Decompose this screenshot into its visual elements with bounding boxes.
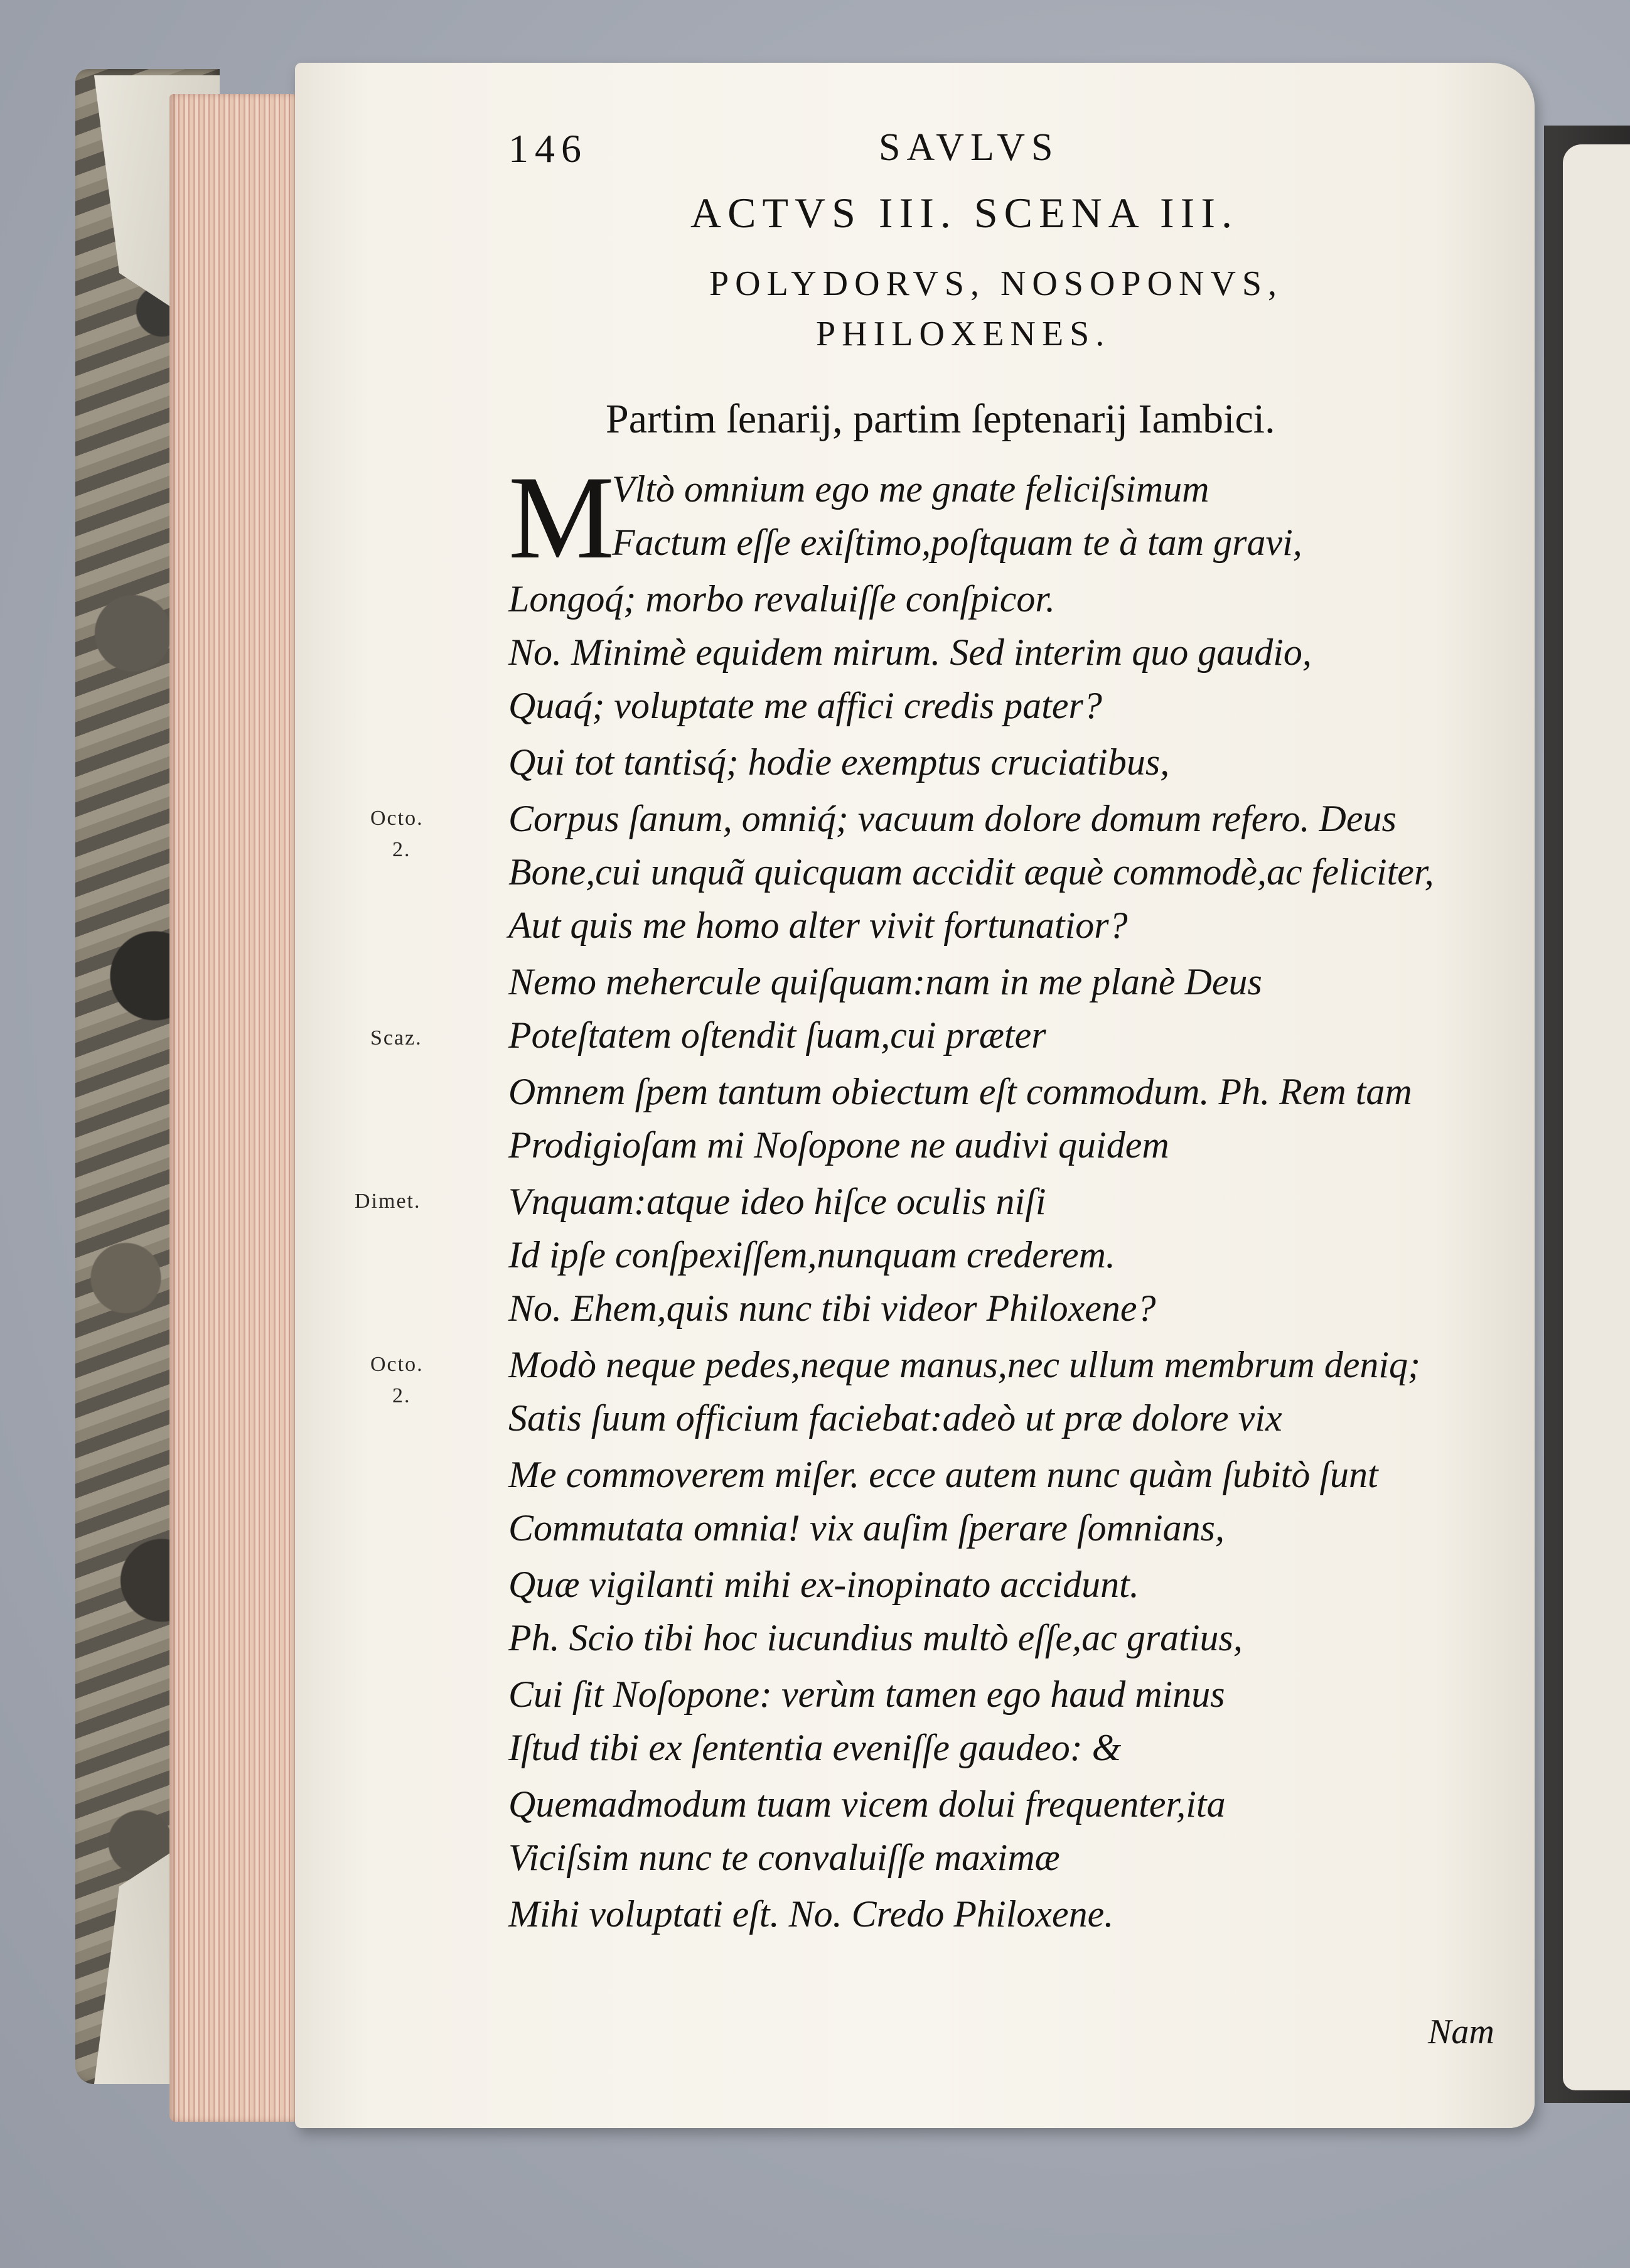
verse-line: Longoq́; morbo revaluiſſe conſpicor.	[508, 578, 1056, 620]
verse-line: Vnquam:atque ideo hiſce oculis niſi	[508, 1181, 1046, 1222]
verse-line: Corpus ſanum, omniq́; vacuum dolore domum refero. Deus	[508, 798, 1397, 839]
verse-line: Iſtud tibi ex ſententia eveniſſe gaudeo: &	[508, 1727, 1122, 1768]
verse-line: Aut quis me homo alter vivit fortunatior?	[508, 905, 1128, 946]
catchword: Nam	[1428, 2013, 1494, 2051]
verse-line: Nemo mehercule quiſquam:nam in me planè Deus	[508, 961, 1262, 1002]
verse-line: Cui ſit Noſopone: verùm tamen ego haud minus	[508, 1674, 1225, 1715]
persons-line-1: POLYDORVS, NOSOPONVS,	[709, 264, 1284, 303]
persons-line-2: PHILOXENES.	[816, 314, 1111, 353]
verse-line: Prodigioſam mi Noſopone ne audivi quidem	[508, 1124, 1169, 1166]
verse-line: Vltò omnium ego me gnate feliciſsimum	[612, 468, 1209, 510]
margin-note-number: 2.	[392, 838, 411, 861]
margin-note-scaz: Scaz.	[370, 1026, 422, 1050]
verse-line: No. Minimè equidem mirum. Sed interim quo gaudio,	[508, 631, 1312, 673]
verse-line: No. Ehem,quis nunc tibi videor Philoxene?	[508, 1287, 1156, 1329]
verse-line: Ph. Scio tibi hoc iucundius multò eſſe,ac gratius,	[508, 1617, 1243, 1658]
margin-note-dimet: Dimet.	[355, 1190, 421, 1213]
verse-line: Quaq́; voluptate me affici credis pater?	[508, 685, 1102, 726]
facing-page	[1563, 144, 1630, 2090]
page-edges	[169, 94, 301, 2122]
running-head: SAVLVS	[879, 126, 1059, 169]
verse-line: Qui tot tantisq́; hodie exemptus cruciatibus,	[508, 741, 1170, 783]
meter-note: Partim ſenarij, partim ſeptenarij Iambici.	[606, 396, 1275, 442]
act-scene-heading: ACTVS III. SCENA III.	[690, 189, 1238, 237]
verse-line: Me commoverem miſer. ecce autem nunc quàm ſubitò ſunt	[508, 1454, 1378, 1495]
margin-note-number: 2.	[392, 1384, 411, 1407]
verse-line: Omnem ſpem tantum obiectum eſt commodum. Ph. Rem tam	[508, 1071, 1412, 1112]
verse-line: Satis ſuum officium faciebat:adeò ut præ dolore vix	[508, 1397, 1282, 1439]
verse-line: Poteſtatem oſtendit ſuam,cui præter	[508, 1014, 1046, 1056]
verse-line: Id ipſe conſpexiſſem,nunquam crederem.	[508, 1234, 1115, 1276]
drop-cap: M	[508, 452, 614, 584]
verse-line: Modò neque pedes,neque manus,nec ullum membrum deniq;	[508, 1344, 1420, 1385]
verse-line: Commutata omnia! vix auſim ſperare ſomnians,	[508, 1507, 1225, 1549]
verse-line: Quæ vigilanti mihi ex-inopinato accidunt.	[508, 1564, 1139, 1605]
verse-line: Factum eſſe exiſtimo,poſtquam te à tam gravi,	[612, 522, 1302, 563]
margin-note-octo: Octo.	[370, 1353, 424, 1376]
margin-note-octo: Octo.	[370, 807, 424, 830]
verse-line: Quemadmodum tuam vicem dolui frequenter,ita	[508, 1783, 1226, 1825]
verse-line: Viciſsim nunc te convaluiſſe maximæ	[508, 1837, 1060, 1878]
page-number: 146	[508, 126, 587, 171]
verse-line: Bone,cui unquã quicquam accidit æquè commodè,ac feliciter,	[508, 851, 1434, 893]
verse-line: Mihi voluptati eſt. No. Credo Philoxene.	[508, 1893, 1114, 1935]
